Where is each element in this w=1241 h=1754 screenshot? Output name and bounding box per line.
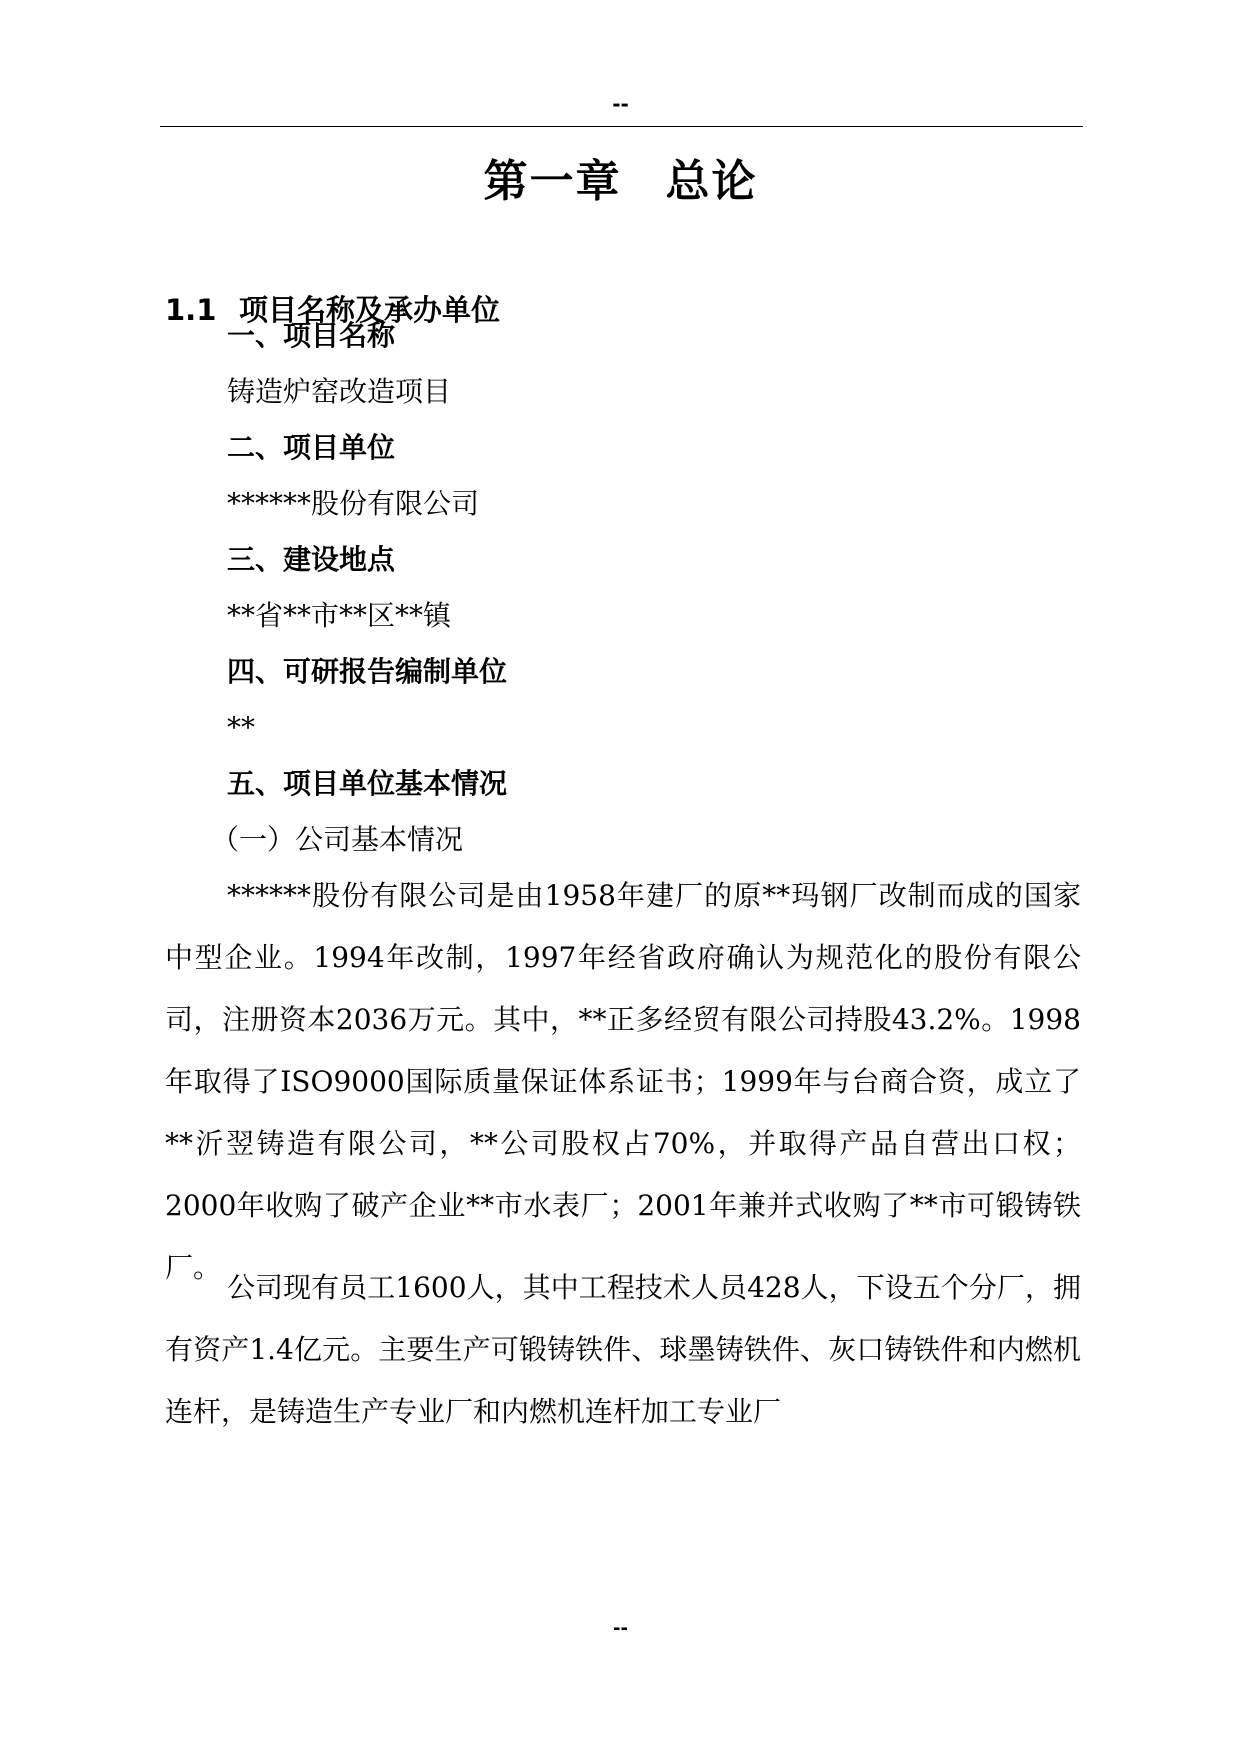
section-title: 项目名称及承办单位 xyxy=(239,293,501,327)
page-footer-mark: -- xyxy=(613,1618,628,1639)
item-value-report-unit: ** xyxy=(227,711,255,744)
item-value-site: **省**市**区**镇 xyxy=(227,599,452,632)
item-value-project-name: 铸造炉窑改造项目 xyxy=(227,375,452,408)
header-divider xyxy=(160,126,1083,127)
item-heading-basic-info: 五、项目单位基本情况 xyxy=(227,767,508,800)
item-value-project-unit: ******股份有限公司 xyxy=(227,487,480,520)
paragraph-company-overview: 公司现有员工1600人，其中工程技术人员428人，下设五个分厂，拥有资产1.4亿元。主要生产可锻铸铁件、球墨铸铁件、灰口铸铁件和内燃机连杆，是铸造生产专业厂和内燃机连杆加工专业厂 xyxy=(165,1271,1081,1428)
item-heading-report-unit: 四、可研报告编制单位 xyxy=(227,655,508,688)
section-number: 1.1 xyxy=(165,293,217,327)
paragraph-company-history: ******股份有限公司是由1958年建厂的原**玛钢厂改制而成的国家中型企业。1994年改制，1997年经省政府确认为规范化的股份有限公司，注册资本2036万元。其中，**正多经贸有限公司持股43.2%。1998年取得了ISO9000国际质量保证体系证书；1999年与台商合资，成立了**沂翌铸造有限公司，**公司股权占70%，并取得产品自营出口权；2000年收购了破产企业**市水表厂；2001年兼并式收购了**市可锻铸铁厂。 xyxy=(165,879,1081,1284)
subsection-title: （一）公司基本情况 xyxy=(211,823,464,856)
chapter-number: 第一章 xyxy=(483,156,622,207)
page-header-mark: -- xyxy=(612,92,629,116)
chapter-name: 总论 xyxy=(665,156,758,207)
item-heading-site: 三、建设地点 xyxy=(227,543,396,576)
item-heading-project-name: 一、项目名称 xyxy=(227,319,396,352)
chapter-title xyxy=(0,152,1241,212)
item-heading-project-unit: 二、项目单位 xyxy=(227,431,396,464)
